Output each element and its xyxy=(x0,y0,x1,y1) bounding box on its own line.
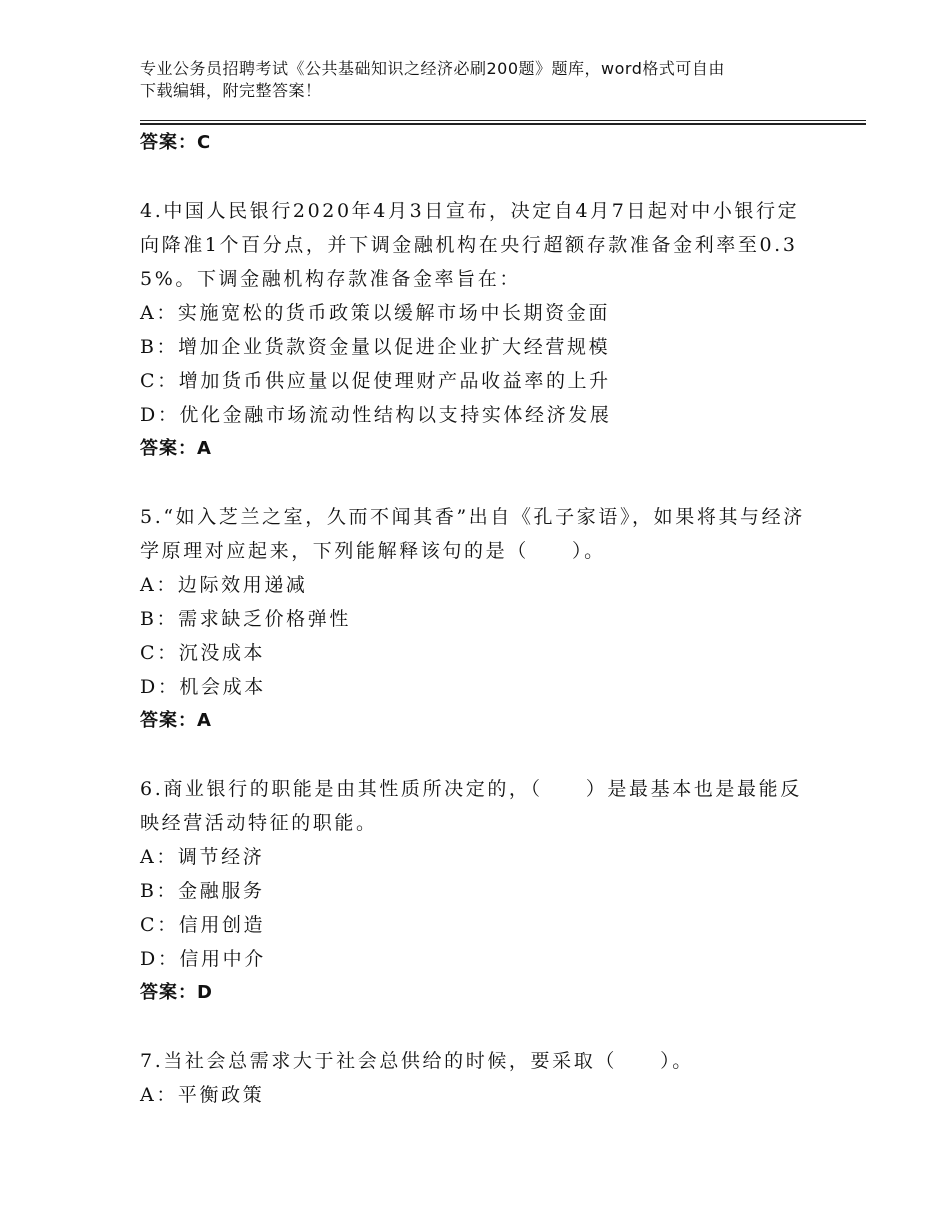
header-divider xyxy=(140,120,866,125)
option-c: C：沉没成本 xyxy=(140,642,266,664)
question-text: 7.当社会总需求大于社会总供给的时候，要采取（ ）。 xyxy=(140,1050,694,1072)
question-5 xyxy=(140,500,820,738)
option-b: B：需求缺乏价格弹性 xyxy=(140,608,351,630)
option-d: D：优化金融市场流动性结构以支持实体经济发展 xyxy=(140,404,612,426)
option-b: B：增加企业货款资金量以促进企业扩大经营规模 xyxy=(140,336,611,358)
header-line-2: 下载编辑，附完整答案！ xyxy=(140,81,322,100)
answer: 答案：A xyxy=(140,438,212,459)
header-divider-thick xyxy=(140,123,866,125)
option-a: A：平衡政策 xyxy=(140,1084,265,1106)
option-c: C：信用创造 xyxy=(140,914,266,936)
question-text: 5.“如入芝兰之室，久而不闻其香”出自《孔子家语》，如果将其与经济学原理对应起来，下列能解释该句的是（ ）。 xyxy=(140,506,805,562)
option-b: B：金融服务 xyxy=(140,880,265,902)
question-text: 6.商业银行的职能是由其性质所决定的，（ ）是最基本也是最能反映经营活动特征的职能。 xyxy=(140,778,802,834)
previous-answer: 答案：C xyxy=(140,132,212,153)
option-d: D：信用中介 xyxy=(140,948,266,970)
question-list xyxy=(140,126,820,1112)
option-d: D：机会成本 xyxy=(140,676,266,698)
answer: 答案：D xyxy=(140,982,213,1003)
option-a: A：实施宽松的货币政策以缓解市场中长期资金面 xyxy=(140,302,610,324)
question-7 xyxy=(140,1044,820,1112)
header-line-1: 专业公务员招聘考试《公共基础知识之经济必刷200题》题库，word格式可自由 xyxy=(140,59,725,78)
page-header xyxy=(140,58,820,102)
question-4 xyxy=(140,194,820,466)
header-divider-thin xyxy=(140,120,866,121)
option-a: A：边际效用递减 xyxy=(140,574,308,596)
question-text: 4.中国人民银行2020年4月3日宣布，决定自4月7日起对中小银行定向降准1个百分点，并下调金融机构在央行超额存款准备金利率至0.35%。下调金融机构存款准备金率旨在： xyxy=(140,200,800,290)
option-a: A：调节经济 xyxy=(140,846,265,868)
question-6 xyxy=(140,772,820,1010)
option-c: C：增加货币供应量以促使理财产品收益率的上升 xyxy=(140,370,611,392)
answer: 答案：A xyxy=(140,710,212,731)
